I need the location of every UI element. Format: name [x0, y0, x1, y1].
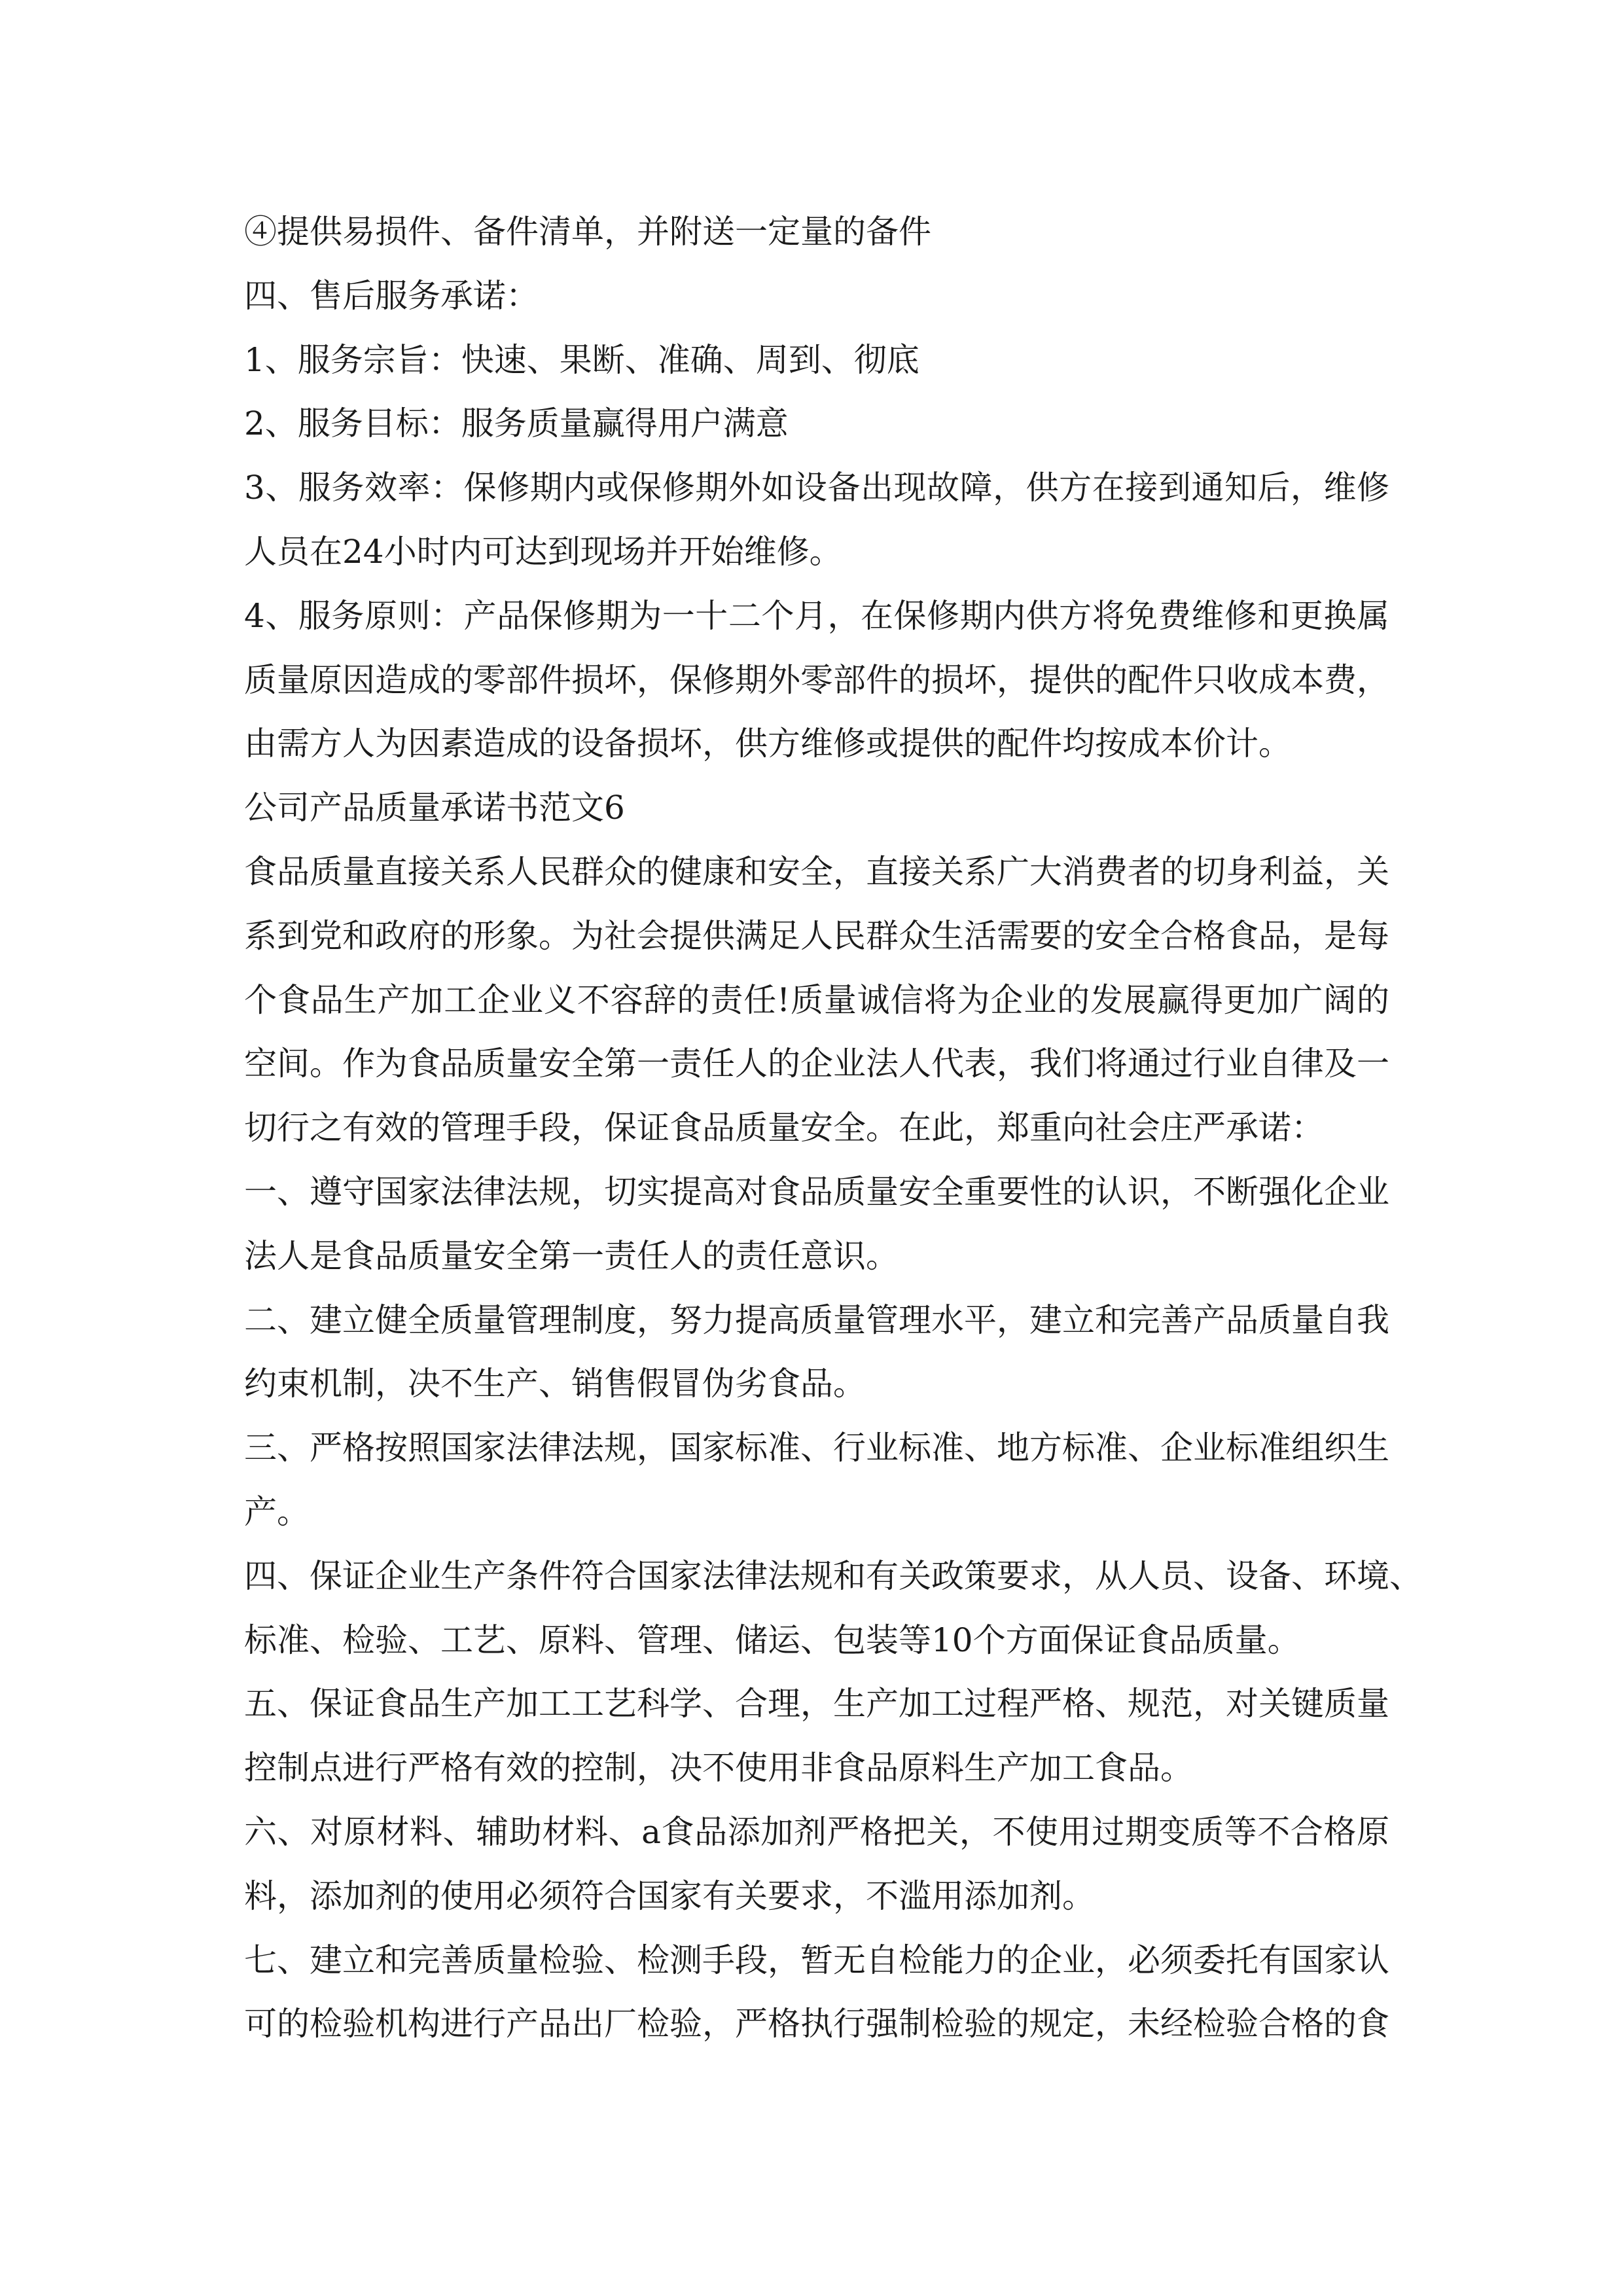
text-line: 个食品生产加工企业义不容辞的责任!质量诚信将为企业的发展赢得更加广阔的: [244, 980, 1389, 1019]
text-line: 切行之有效的管理手段，保证食品质量安全。在此，郑重向社会庄严承诺：: [244, 1109, 1324, 1147]
text-line: 食品质量直接关系人民群众的健康和安全，直接关系广大消费者的切身利益，关: [244, 852, 1389, 891]
section-title: 公司产品质量承诺书范文6: [244, 789, 625, 827]
text-line: 空间。作为食品质量安全第一责任人的企业法人代表，我们将通过行业自律及一: [244, 1045, 1389, 1083]
text-line: 2、服务目标：服务质量赢得用户满意: [244, 404, 789, 443]
text-line: 质量原因造成的零部件损坏，保修期外零部件的损坏，提供的配件只收成本费，: [244, 660, 1389, 699]
text-line: 可的检验机构进行产品出厂检验，严格执行强制检验的规定，未经检验合格的食: [244, 2005, 1389, 2043]
text-line: 控制点进行严格有效的控制，决不使用非食品原料生产加工食品。: [244, 1749, 1193, 1787]
text-line: 4、服务原则：产品保修期为一十二个月，在保修期内供方将免费维修和更换属: [244, 596, 1389, 635]
text-line: 法人是食品质量安全第一责任人的责任意识。: [244, 1236, 899, 1275]
text-line: 四、保证企业生产条件符合国家法律法规和有关政策要求，从人员、设备、环境、: [244, 1556, 1422, 1595]
document-body: [244, 200, 1422, 2056]
text-line: 二、建立健全质量管理制度，努力提高质量管理水平，建立和完善产品质量自我: [244, 1300, 1389, 1339]
section-heading: 四、售后服务承诺：: [244, 276, 539, 315]
text-line: 1、服务宗旨：快速、果断、准确、周到、彻底: [244, 340, 919, 379]
text-line: 标准、检验、工艺、原料、管理、储运、包装等10个方面保证食品质量。: [244, 1621, 1300, 1659]
text-line: ④提供易损件、备件清单，并附送一定量的备件: [244, 213, 931, 251]
text-line: 一、遵守国家法律法规，切实提高对食品质量安全重要性的认识，不断强化企业: [244, 1172, 1389, 1211]
text-line: 六、对原材料、辅助材料、a食品添加剂严格把关，不使用过期变质等不合格原: [244, 1812, 1389, 1851]
text-line: 3、服务效率：保修期内或保修期外如设备出现故障，供方在接到通知后，维修: [244, 469, 1389, 507]
text-line: 系到党和政府的形象。为社会提供满足人民群众生活需要的安全合格食品，是每: [244, 916, 1389, 955]
text-line: 五、保证食品生产加工工艺科学、合理，生产加工过程严格、规范，对关键质量: [244, 1685, 1389, 1723]
text-line: 三、严格按照国家法律法规，国家标准、行业标准、地方标准、企业标准组织生: [244, 1429, 1389, 1467]
text-line: 由需方人为因素造成的设备损坏，供方维修或提供的配件均按成本价计。: [244, 725, 1291, 763]
text-line: 产。: [244, 1492, 310, 1531]
text-line: 人员在24小时内可达到现场并开始维修。: [244, 532, 842, 571]
text-line: 约束机制，决不生产、销售假冒伪劣食品。: [244, 1365, 866, 1403]
text-line: 料，添加剂的使用必须符合国家有关要求，不滥用添加剂。: [244, 1876, 1095, 1915]
text-line: 七、建立和完善质量检验、检测手段，暂无自检能力的企业，必须委托有国家认: [244, 1941, 1389, 1979]
